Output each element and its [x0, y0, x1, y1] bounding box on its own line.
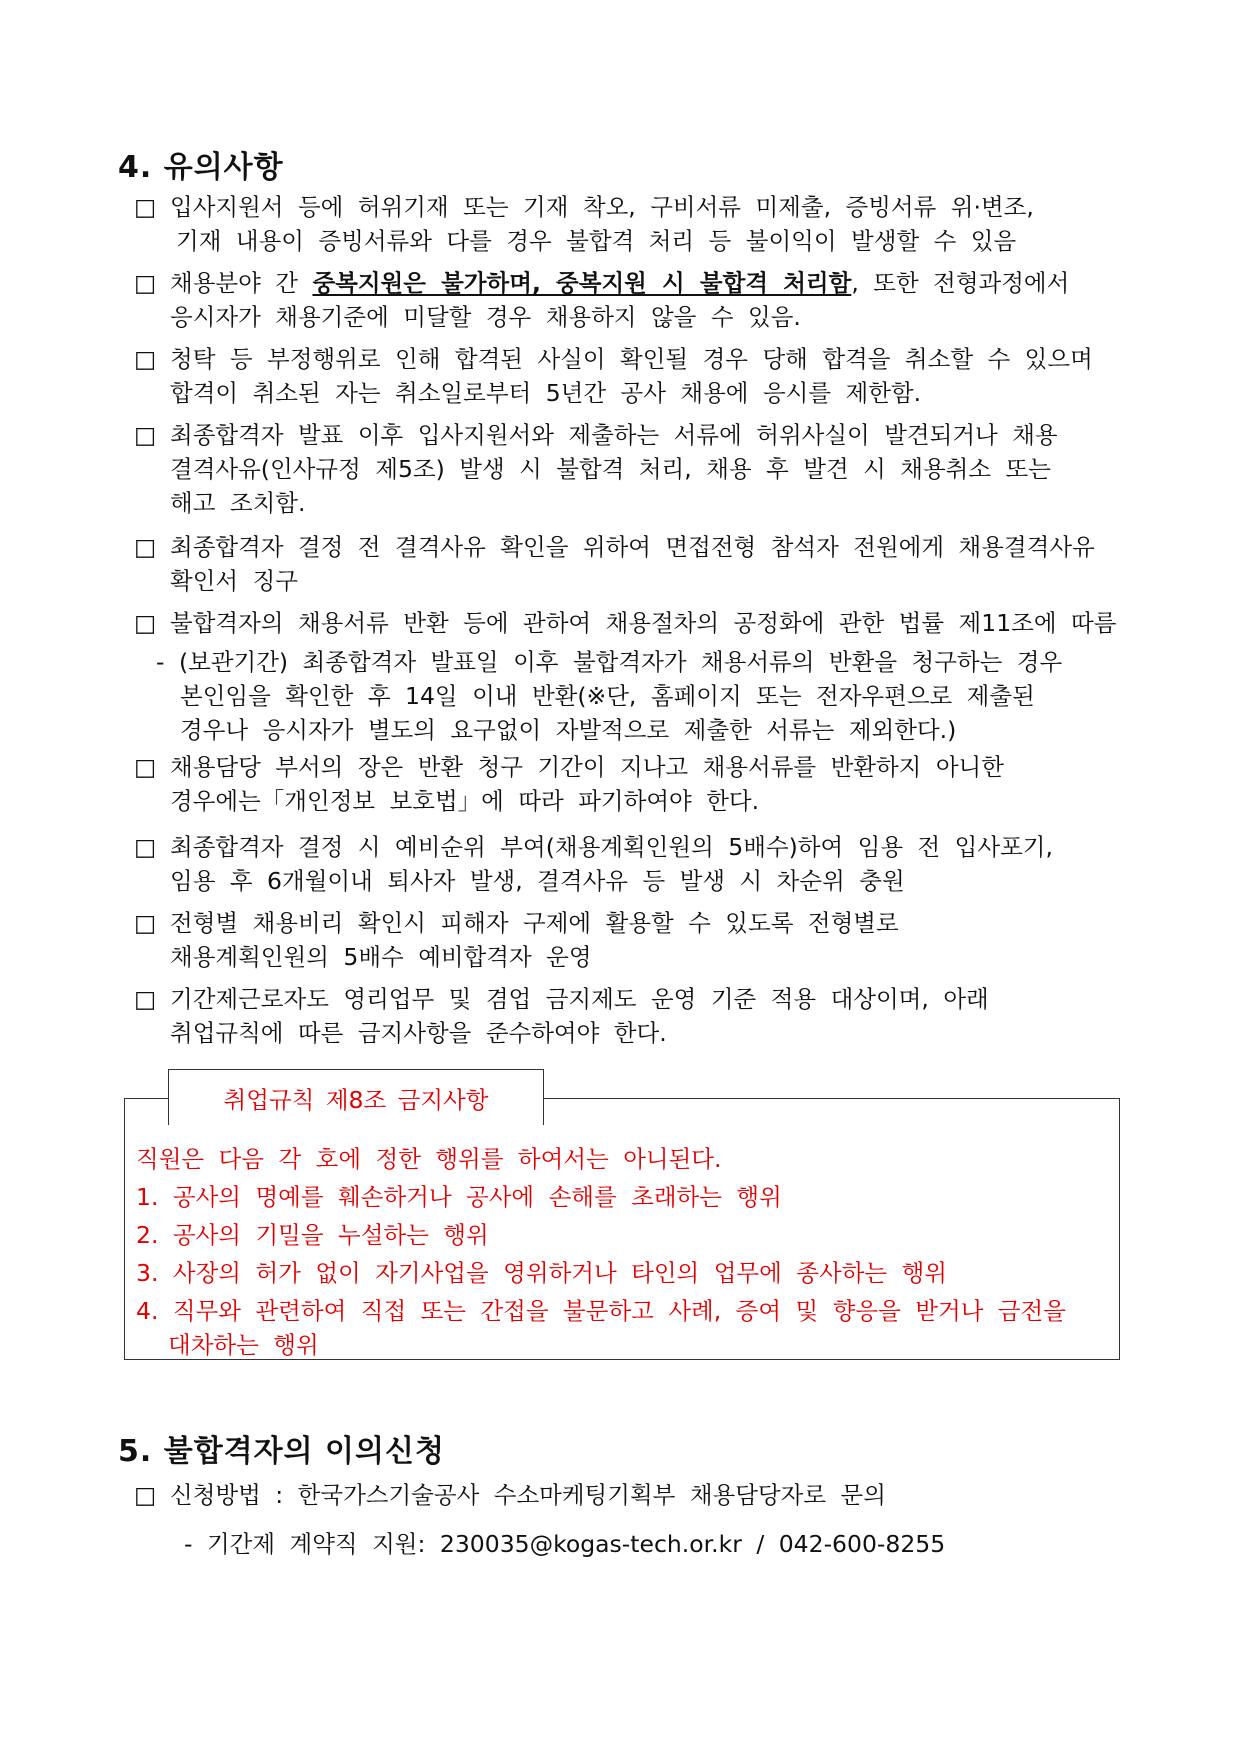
- section4-title: 4. 유의사항: [118, 150, 284, 185]
- notice-item-1: □ 입사지원서 등에 허위기재 또는 기재 착오, 구비서류 미제출, 증빙서류 위·변조, 기재 내용이 증빙서류와 다를 경우 불합격 처리 등 불이익이 발생할 수 있음: [134, 190, 1134, 258]
- checkbox-icon: □: [134, 1481, 157, 1509]
- checkbox-icon: □: [134, 269, 157, 297]
- checkbox-icon: □: [134, 985, 157, 1013]
- list-item: 3. 사장의 허가 없이 자기사업을 영위하거나 타인의 업무에 종사하는 행위: [136, 1259, 947, 1287]
- notice-item-4: □ 최종합격자 발표 이후 입사지원서와 제출하는 서류에 허위사실이 발견되거나 채용 결격사유(인사규정 제5조) 발생 시 불합격 처리, 채용 후 발견 시 채용취소 또는 해고 조치함.: [134, 418, 1134, 520]
- checkbox-icon: □: [134, 421, 157, 449]
- list-item: 1. 공사의 명예를 훼손하거나 공사에 손해를 초래하는 행위: [136, 1183, 782, 1211]
- retention-period-note: - (보관기간) 최종합격자 발표일 이후 불합격자가 채용서류의 반환을 청구하는 경우 본인임을 확인한 후 14일 이내 반환(※단, 홈페이지 또는 전자우편으로 제출된 경우나 응시자가 별도의 요구없이 자발적으로 제출한 서류는 제외한다.): [156, 648, 1063, 744]
- notice-item-3: □ 청탁 등 부정행위로 인해 합격된 사실이 확인될 경우 당해 합격을 취소할 수 있으며 합격이 취소된 자는 취소일로부터 5년간 공사 채용에 응시를 제한함.: [134, 342, 1134, 410]
- appeal-method: □ 신청방법 : 한국가스기술공사 수소마케팅기획부 채용담당자로 문의: [134, 1478, 1134, 1512]
- checkbox-icon: □: [134, 345, 157, 373]
- notice-item-2: □ 채용분야 간 중복지원은 불가하며, 중복지원 시 불합격 처리함, 또한 전형과정에서 응시자가 채용기준에 미달할 경우 채용하지 않을 수 있음.: [134, 266, 1134, 334]
- prohibited-acts-list: 직원은 다음 각 호에 정한 행위를 하여서는 아니된다. 1. 공사의 명예를 훼손하거나 공사에 손해를 초래하는 행위 2. 공사의 기밀을 누설하는 행위 3. 사장의 허가 없이 자기사업을 영위하거나 타인의 업무에 종사하는 행위 4. 직무와 관련하여 직접 또는 간접을 불문하고 사례, 증여 및 향응을 받거나 금전을 대차하는 행위: [136, 1140, 1116, 1360]
- checkbox-icon: □: [134, 533, 157, 561]
- checkbox-icon: □: [134, 753, 157, 781]
- list-item: 2. 공사의 기밀을 누설하는 행위: [136, 1221, 489, 1249]
- notice-item-9: □ 전형별 채용비리 확인시 피해자 구제에 활용할 수 있도록 전형별로 채용계획인원의 5배수 예비합격자 운영: [134, 906, 1134, 974]
- list-item: 4. 직무와 관련하여 직접 또는 간접을 불문하고 사례, 증여 및 향응을 받거나 금전을: [136, 1297, 1066, 1325]
- checkbox-icon: □: [134, 833, 157, 861]
- checkbox-icon: □: [134, 609, 157, 637]
- appeal-contact: - 기간제 계약직 지원: 230035@kogas-tech.or.kr / 042-600-8255: [184, 1530, 946, 1558]
- notice-item-10: □ 기간제근로자도 영리업무 및 겸업 금지제도 운영 기준 적용 대상이며, 아래 취업규칙에 따른 금지사항을 준수하여야 한다.: [134, 982, 1134, 1050]
- notice-item-5: □ 최종합격자 결정 전 결격사유 확인을 위하여 면접전형 참석자 전원에게 채용결격사유 확인서 징구: [134, 530, 1134, 598]
- notice-item-7: □ 채용담당 부서의 장은 반환 청구 기간이 지나고 채용서류를 반환하지 아니한 경우에는「개인정보 보호법」에 따라 파기하여야 한다.: [134, 750, 1134, 818]
- notice-item-6: □ 불합격자의 채용서류 반환 등에 관하여 채용절차의 공정화에 관한 법률 제11조에 따름: [134, 606, 1134, 640]
- prohibited-acts-title: 취업규칙 제8조 금지사항: [168, 1069, 544, 1125]
- notice-item-8: □ 최종합격자 결정 시 예비순위 부여(채용계획인원의 5배수)하여 임용 전 입사포기, 임용 후 6개월이내 퇴사자 발생, 결격사유 등 발생 시 차순위 충원: [134, 830, 1134, 898]
- duplicate-application-warning: 중복지원은 불가하며, 중복지원 시 불합격 처리함: [312, 269, 852, 297]
- checkbox-icon: □: [134, 193, 157, 221]
- checkbox-icon: □: [134, 909, 157, 937]
- section5-title: 5. 불합격자의 이의신청: [118, 1434, 445, 1469]
